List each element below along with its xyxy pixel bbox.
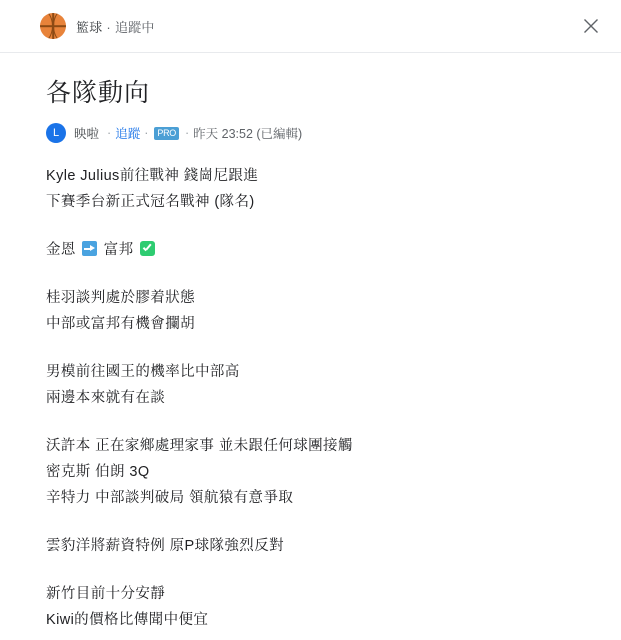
paragraph xyxy=(46,433,575,511)
body-line: Kyle Julius前往戰神 錢崗尼跟進 xyxy=(46,168,259,184)
body-line: 密克斯 伯朗 3Q xyxy=(46,464,150,480)
basketball-icon xyxy=(40,13,66,39)
paragraph xyxy=(46,359,575,411)
body-line: Kiwi的價格比傳聞中便宜 xyxy=(46,612,209,628)
body-line: 桂羽談判處於膠着狀態 xyxy=(46,290,195,306)
paragraph xyxy=(46,163,575,215)
body-line: 男模前往國王的機率比中部高 xyxy=(46,364,240,380)
arrow-right-emoji xyxy=(82,241,97,256)
paragraph xyxy=(46,581,575,633)
post-body xyxy=(46,163,575,633)
author-name[interactable]: 映啦 xyxy=(74,127,100,141)
page-title: 各隊動向 xyxy=(46,79,151,107)
post-meta xyxy=(46,123,575,143)
close-icon xyxy=(582,17,600,35)
body-line: 兩邊本來就有在談 xyxy=(46,390,166,406)
paragraph xyxy=(46,533,575,559)
meta-separator-1: · xyxy=(107,126,112,140)
check-mark-emoji xyxy=(140,241,155,256)
body-text-pre: 金恩 xyxy=(46,242,81,258)
body-line: 下賽季台新正式冠名戰神 (隊名) xyxy=(46,194,255,210)
board-breadcrumb[interactable] xyxy=(76,17,155,36)
body-line-rich xyxy=(46,237,575,263)
body-line: 辛特力 中部談判破局 領航猿有意爭取 xyxy=(46,490,294,506)
post-timestamp: 昨天 23:52 (已編輯) xyxy=(193,127,303,141)
paragraph xyxy=(46,285,575,337)
close-button[interactable] xyxy=(575,10,607,42)
paragraph-with-emoji xyxy=(46,237,575,263)
body-line: 沃許本 正在家鄉處理家事 並未跟任何球團接觸 xyxy=(46,438,353,454)
body-line: 新竹目前十分安靜 xyxy=(46,586,166,602)
article xyxy=(0,53,621,633)
meta-separator-2: · xyxy=(144,126,149,140)
status-badge: PRO xyxy=(154,127,179,140)
breadcrumb-separator: · xyxy=(106,19,111,35)
body-line: 雲豹洋將薪資特例 原P球隊強烈反對 xyxy=(46,538,284,554)
top-bar xyxy=(0,0,621,53)
follow-button[interactable]: 追蹤 xyxy=(115,127,141,141)
follow-status[interactable]: 追蹤中 xyxy=(114,19,155,35)
board-name: 籃球 xyxy=(76,19,103,35)
body-text-mid: 富邦 xyxy=(99,242,138,258)
body-line: 中部或富邦有機會攔胡 xyxy=(46,316,195,332)
meta-separator-3: · xyxy=(184,126,190,140)
avatar[interactable]: L xyxy=(46,123,66,143)
